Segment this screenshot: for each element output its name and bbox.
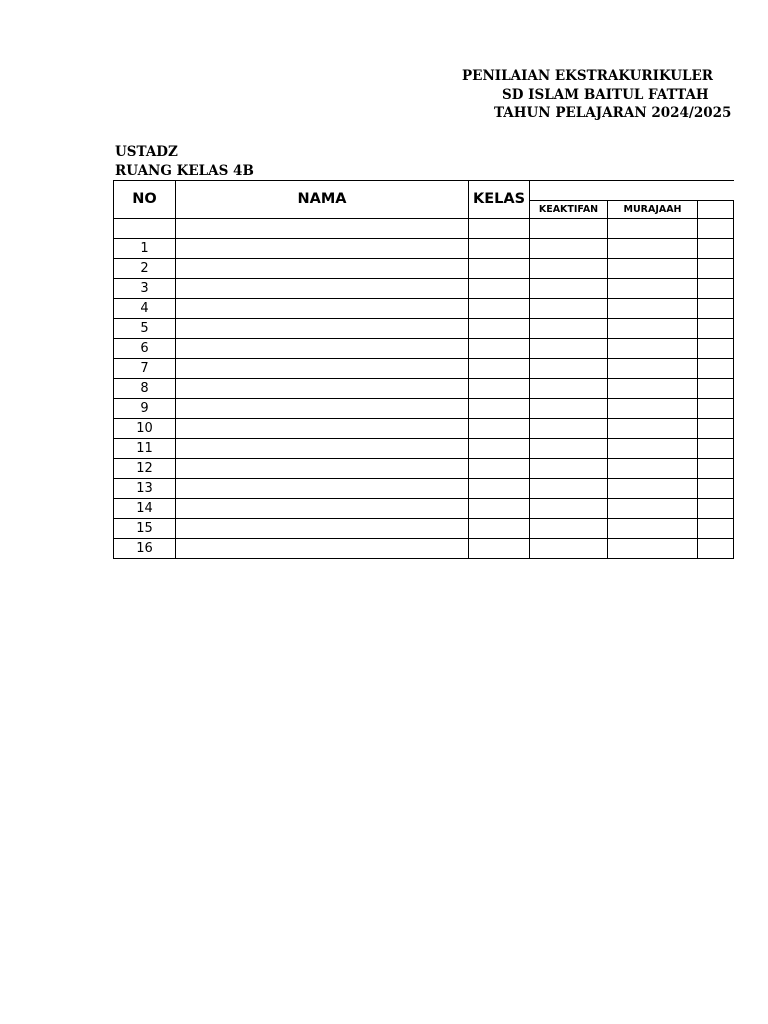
table-row: [114, 219, 734, 239]
cell-murajaah[interactable]: [608, 459, 698, 479]
cell-extra[interactable]: [698, 279, 734, 299]
cell-nama[interactable]: [176, 439, 469, 459]
cell-keaktifan[interactable]: [530, 519, 608, 539]
cell-no: 6: [114, 339, 176, 359]
table-row: [114, 239, 734, 259]
cell-extra[interactable]: [698, 479, 734, 499]
table-row: [114, 319, 734, 339]
cell-murajaah[interactable]: [608, 339, 698, 359]
cell-kelas[interactable]: [469, 379, 530, 399]
cell-nama[interactable]: [176, 239, 469, 259]
cell-nama[interactable]: [176, 339, 469, 359]
table-row: [114, 359, 734, 379]
cell-kelas[interactable]: [469, 459, 530, 479]
cell-extra[interactable]: [698, 259, 734, 279]
cell-kelas[interactable]: [469, 299, 530, 319]
cell-nama[interactable]: [176, 259, 469, 279]
cell-kelas[interactable]: [469, 319, 530, 339]
cell-no: 5: [114, 319, 176, 339]
cell-murajaah[interactable]: [608, 479, 698, 499]
column-group-header: [530, 181, 734, 201]
table-row: [114, 519, 734, 539]
cell-keaktifan[interactable]: [530, 259, 608, 279]
cell-extra[interactable]: [698, 439, 734, 459]
report-title: PENILAIAN EKSTRAKURIKULER: [462, 68, 713, 84]
academic-year: TAHUN PELAJARAN 2024/2025: [494, 105, 732, 121]
cell-keaktifan[interactable]: [530, 299, 608, 319]
cell-nama[interactable]: [176, 399, 469, 419]
column-header-kelas: KELAS: [469, 181, 530, 219]
cell-keaktifan[interactable]: [530, 499, 608, 519]
cell-keaktifan[interactable]: [530, 419, 608, 439]
cell-extra[interactable]: [698, 399, 734, 419]
cell-extra[interactable]: [698, 539, 734, 559]
cell-murajaah[interactable]: [608, 219, 698, 239]
column-header-murajaah: MURAJAAH: [608, 201, 698, 219]
cell-extra[interactable]: [698, 359, 734, 379]
cell-keaktifan[interactable]: [530, 239, 608, 259]
table-body: [114, 219, 734, 559]
cell-nama[interactable]: [176, 499, 469, 519]
cell-extra[interactable]: [698, 379, 734, 399]
cell-no: 12: [114, 459, 176, 479]
cell-kelas[interactable]: [469, 419, 530, 439]
cell-no: 7: [114, 359, 176, 379]
cell-keaktifan[interactable]: [530, 379, 608, 399]
cell-no: 8: [114, 379, 176, 399]
cell-no: 4: [114, 299, 176, 319]
table-row: [114, 419, 734, 439]
cell-extra[interactable]: [698, 319, 734, 339]
column-header-no: NO: [114, 181, 176, 219]
cell-no: 11: [114, 439, 176, 459]
cell-no: 3: [114, 279, 176, 299]
cell-no: 10: [114, 419, 176, 439]
school-name: SD ISLAM BAITUL FATTAH: [502, 87, 709, 103]
cell-extra[interactable]: [698, 219, 734, 239]
column-header-extra: [698, 201, 734, 219]
table-row: [114, 499, 734, 519]
cell-extra[interactable]: [698, 519, 734, 539]
cell-kelas[interactable]: [469, 539, 530, 559]
ustadz-label: USTADZ: [115, 144, 178, 160]
cell-murajaah[interactable]: [608, 299, 698, 319]
cell-murajaah[interactable]: [608, 239, 698, 259]
cell-murajaah[interactable]: [608, 419, 698, 439]
assessment-table: [113, 180, 734, 559]
cell-nama[interactable]: [176, 219, 469, 239]
cell-murajaah[interactable]: [608, 399, 698, 419]
cell-no: 13: [114, 479, 176, 499]
cell-extra[interactable]: [698, 299, 734, 319]
cell-nama[interactable]: [176, 419, 469, 439]
cell-murajaah[interactable]: [608, 379, 698, 399]
table-row: [114, 539, 734, 559]
table-row: [114, 339, 734, 359]
cell-nama[interactable]: [176, 299, 469, 319]
cell-no: 9: [114, 399, 176, 419]
cell-murajaah[interactable]: [608, 279, 698, 299]
cell-murajaah[interactable]: [608, 439, 698, 459]
cell-murajaah[interactable]: [608, 259, 698, 279]
cell-nama[interactable]: [176, 279, 469, 299]
table-row: [114, 399, 734, 419]
cell-keaktifan[interactable]: [530, 479, 608, 499]
table-row: [114, 379, 734, 399]
cell-extra[interactable]: [698, 419, 734, 439]
cell-kelas[interactable]: [469, 479, 530, 499]
cell-extra[interactable]: [698, 239, 734, 259]
cell-keaktifan[interactable]: [530, 359, 608, 379]
cell-no: [114, 219, 176, 239]
cell-keaktifan[interactable]: [530, 439, 608, 459]
cell-keaktifan[interactable]: [530, 339, 608, 359]
cell-keaktifan[interactable]: [530, 279, 608, 299]
room-label: RUANG KELAS 4B: [115, 163, 254, 179]
column-header-nama: NAMA: [176, 181, 469, 219]
cell-kelas[interactable]: [469, 239, 530, 259]
cell-nama[interactable]: [176, 459, 469, 479]
table-row: [114, 479, 734, 499]
table-row: [114, 439, 734, 459]
cell-keaktifan[interactable]: [530, 219, 608, 239]
cell-no: 16: [114, 539, 176, 559]
column-header-keaktifan: KEAKTIFAN: [530, 201, 608, 219]
cell-murajaah[interactable]: [608, 319, 698, 339]
cell-murajaah[interactable]: [608, 359, 698, 379]
cell-kelas[interactable]: [469, 519, 530, 539]
table-row: [114, 259, 734, 279]
cell-extra[interactable]: [698, 459, 734, 479]
cell-nama[interactable]: [176, 379, 469, 399]
cell-keaktifan[interactable]: [530, 459, 608, 479]
table-row: [114, 459, 734, 479]
cell-kelas[interactable]: [469, 439, 530, 459]
cell-nama[interactable]: [176, 539, 469, 559]
table-row: [114, 299, 734, 319]
cell-extra[interactable]: [698, 499, 734, 519]
cell-kelas[interactable]: [469, 259, 530, 279]
cell-nama[interactable]: [176, 479, 469, 499]
cell-kelas[interactable]: [469, 339, 530, 359]
cell-nama[interactable]: [176, 319, 469, 339]
cell-no: 15: [114, 519, 176, 539]
cell-no: 14: [114, 499, 176, 519]
cell-extra[interactable]: [698, 339, 734, 359]
cell-keaktifan[interactable]: [530, 539, 608, 559]
cell-nama[interactable]: [176, 359, 469, 379]
cell-kelas[interactable]: [469, 399, 530, 419]
cell-kelas[interactable]: [469, 499, 530, 519]
cell-kelas[interactable]: [469, 359, 530, 379]
cell-nama[interactable]: [176, 519, 469, 539]
table-row: [114, 279, 734, 299]
cell-murajaah[interactable]: [608, 519, 698, 539]
cell-keaktifan[interactable]: [530, 399, 608, 419]
cell-murajaah[interactable]: [608, 499, 698, 519]
cell-kelas[interactable]: [469, 219, 530, 239]
cell-no: 1: [114, 239, 176, 259]
cell-murajaah[interactable]: [608, 539, 698, 559]
cell-keaktifan[interactable]: [530, 319, 608, 339]
cell-no: 2: [114, 259, 176, 279]
cell-kelas[interactable]: [469, 279, 530, 299]
